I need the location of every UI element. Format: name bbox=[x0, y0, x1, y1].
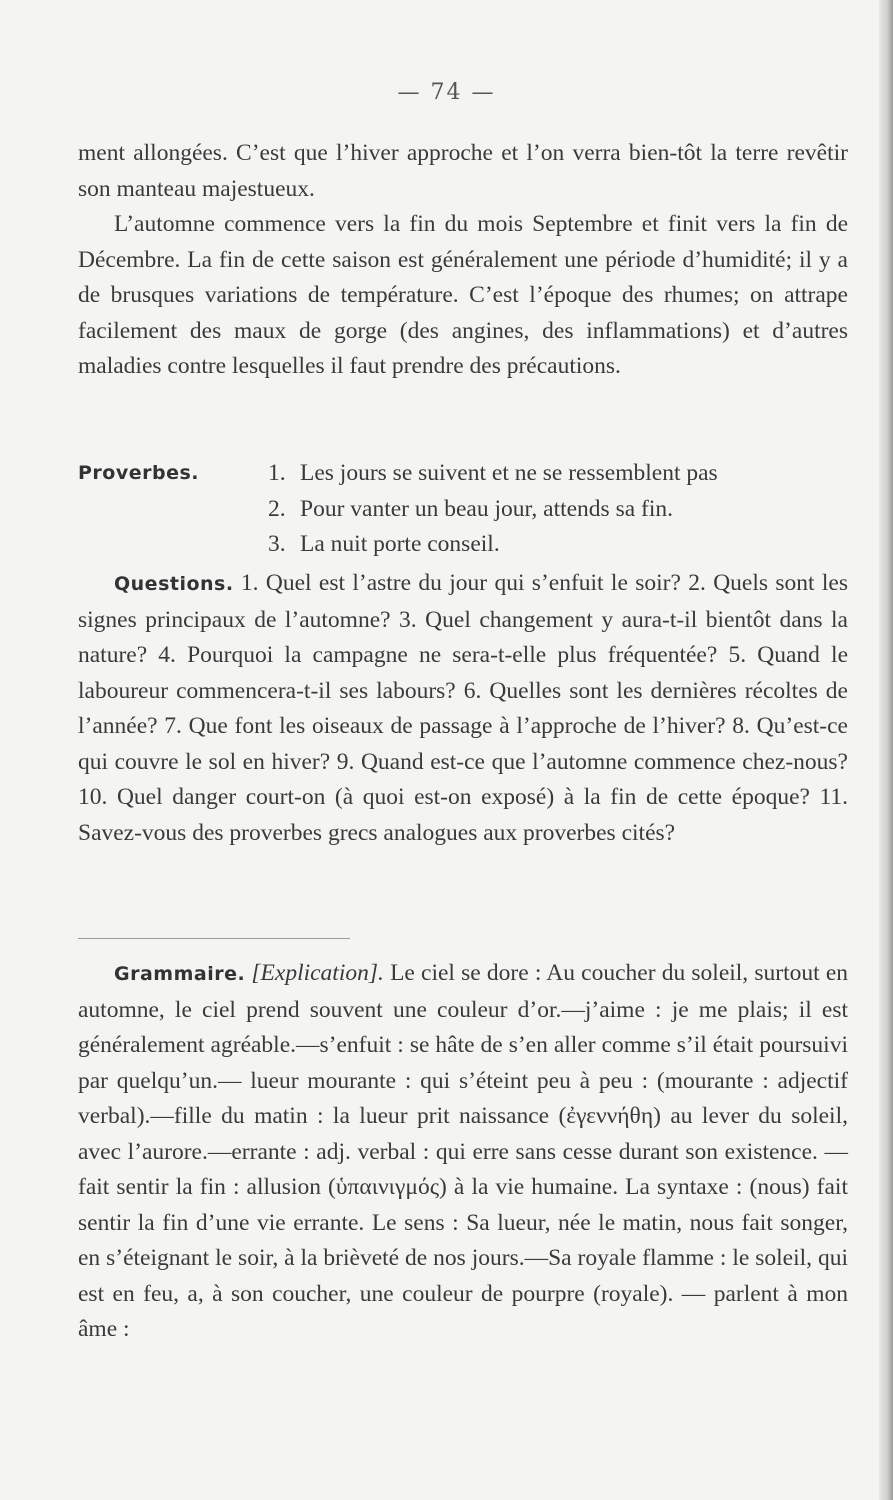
proverb-number: 2. bbox=[268, 495, 286, 522]
proverbes-section bbox=[78, 456, 848, 563]
grammaire-section bbox=[78, 956, 848, 1348]
grammaire-heading: Grammaire. bbox=[114, 963, 246, 985]
grammaire-paragraph bbox=[78, 956, 848, 1348]
questions-section bbox=[78, 566, 848, 851]
proverb-text: Pour vanter un beau jour, attends sa fin. bbox=[300, 495, 674, 522]
proverb-item bbox=[78, 456, 848, 492]
section-divider bbox=[78, 938, 350, 939]
questions-text: 1. Quel est l’astre du jour qui s’enfuit le soir? 2. Quels sont les signes principaux de l’automne? 3. Quel changement y aura-t-il bientôt dans la nature? 4. Pourquoi la campagne ne sera-t-elle plus fréquentée? 5. Quand le laboureur commencera-t-il ses labours? 6. Quelles sont les dernières récoltes de l’année? 7. Que font les oiseaux de passage à l’approche de l’hiver? 8. Qu’est-ce qui couvre le sol en hiver? 9. Quand est-ce que l’automne commence chez-nous? 10. Quel danger court-on (à quoi est-on exposé) à la fin de cette époque? 11. Savez-vous des proverbes grecs analogues aux proverbes cités? bbox=[78, 570, 848, 846]
proverb-item bbox=[78, 492, 848, 528]
paragraph-automne: L’automne commence vers la fin du mois Septembre et finit vers la fin de Décembre. La fin de cette saison est généralement une période d’humidité; il y a de brusques variations de température. C’est l’époque des rhumes; on attrape facilement des maux de gorge (des angines, des inflammations) et d’autres maladies contre lesquelles il faut prendre des précautions. bbox=[78, 211, 848, 379]
grammaire-text: Le ciel se dore : Au coucher du soleil, surtout en automne, le ciel prend souvent une couleur d’or.—j’aime : je me plais; il est généralement agréable.—s’enfuit : se hâte de s’en aller comme s’il était poursuivi par quelqu’un.— lueur mourante : qui s’éteint peu à peu : (mourante : adjectif verbal).—fille du matin : la lueur prit naissance (ἐγεννήθη) au lever du soleil, avec l’aurore.—errante : adj. verbal : qui erre sans cesse durant son existence. — fait sentir la fin : allusion (ὑπαινιγμός) à la vie humaine. La syntaxe : (nous) fait sentir la fin d’une vie errante. Le sens : Sa lueur, née le matin, nous fait songer, en s’éteignant le soir, à la brièveté de nos jours.—Sa royale flamme : le soleil, qui est en feu, a, à son coucher, une couleur de pourpre (royale). — parlent à mon âme : bbox=[78, 960, 849, 1342]
proverb-text: Les jours se suivent et ne se ressemblent pas bbox=[300, 460, 718, 486]
grammaire-subtitle: [Explication]. bbox=[251, 960, 384, 986]
proverb-item bbox=[78, 527, 848, 563]
questions-heading: Questions. bbox=[114, 573, 234, 595]
questions-paragraph bbox=[78, 566, 848, 851]
paragraph-continuation: ment allongées. C’est que l’hiver approche et l’on verra bien-tôt la terre revêtir son manteau majestueux. bbox=[78, 140, 848, 202]
proverb-text: La nuit porte conseil. bbox=[300, 531, 500, 557]
page-number: — 74 — bbox=[397, 80, 496, 105]
proverbes-heading: Proverbes. bbox=[78, 462, 200, 484]
opening-text bbox=[78, 136, 848, 385]
proverb-number: 3. bbox=[268, 531, 286, 557]
page-edge bbox=[879, 0, 893, 1500]
proverb-number: 1. bbox=[268, 460, 286, 486]
